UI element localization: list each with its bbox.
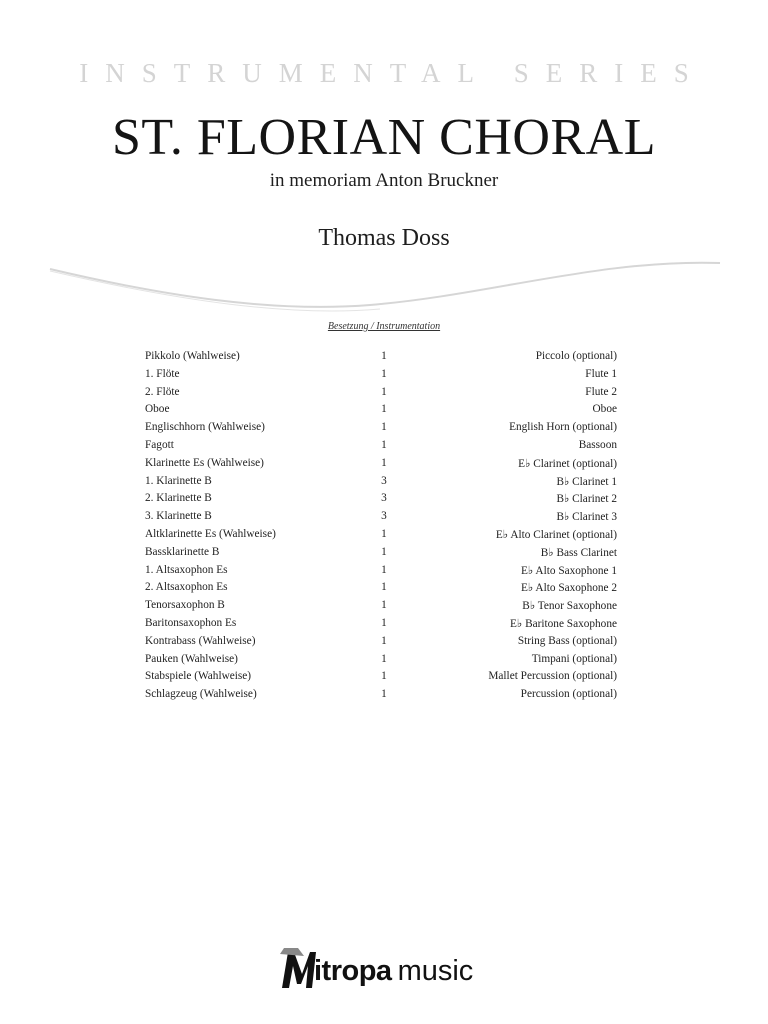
instrument-count: 1 xyxy=(381,616,387,629)
instrument-name-de: Schlagzeug (Wahlweise) xyxy=(145,688,257,701)
table-row xyxy=(145,528,617,546)
table-row xyxy=(145,475,617,493)
instrumentation-table xyxy=(145,350,617,706)
instrument-count: 1 xyxy=(381,634,387,647)
instrument-name-de: 2. Klarinette B xyxy=(145,492,212,505)
publisher-logo xyxy=(280,940,473,990)
table-row xyxy=(145,635,617,653)
instrument-name-de: Klarinette Es (Wahlweise) xyxy=(145,456,264,469)
instrument-count: 1 xyxy=(381,545,387,558)
instrument-name-de: 1. Klarinette B xyxy=(145,474,212,487)
table-row xyxy=(145,617,617,635)
logo-wordmark-bold: itropa xyxy=(314,955,392,987)
instrument-count: 1 xyxy=(381,599,387,612)
instrument-name-de: 2. Altsaxophon Es xyxy=(145,581,228,594)
instrument-name-de: Stabspiele (Wahlweise) xyxy=(145,670,252,683)
instrument-count: 1 xyxy=(381,456,387,469)
instrument-name-en: E♭ Alto Clarinet (optional) xyxy=(495,528,617,541)
instrument-name-de: 1. Altsaxophon Es xyxy=(145,563,228,576)
instrument-count: 1 xyxy=(381,403,387,416)
instrument-count: 1 xyxy=(381,563,387,576)
instrument-name-en: B♭ Clarinet 2 xyxy=(556,493,617,506)
instrument-name-de: Pikkolo (Wahlweise) xyxy=(145,350,240,362)
instrument-name-de: Englischhorn (Wahlweise) xyxy=(145,421,265,434)
table-row xyxy=(145,457,617,475)
table-row xyxy=(145,492,617,510)
table-row xyxy=(145,510,617,528)
instrument-name-en: Flute 1 xyxy=(585,367,617,380)
instrument-name-en: B♭ Clarinet 3 xyxy=(556,511,617,524)
instrument-name-de: Baritonsaxophon Es xyxy=(145,616,237,629)
table-row xyxy=(145,421,617,439)
instrument-count: 1 xyxy=(381,581,387,594)
instrument-name-en: Mallet Percussion (optional) xyxy=(488,670,617,683)
table-row xyxy=(145,564,617,582)
table-row xyxy=(145,688,617,706)
table-row xyxy=(145,546,617,564)
mitropa-m-icon xyxy=(280,946,328,990)
instrument-name-de: Tenorsaxophon B xyxy=(145,599,225,612)
instrument-count: 1 xyxy=(381,367,387,380)
instrument-count: 1 xyxy=(381,350,387,362)
subtitle: in memoriam Anton Bruckner xyxy=(269,170,499,191)
table-row xyxy=(145,350,617,368)
instrument-name-en: B♭ Bass Clarinet xyxy=(540,546,617,559)
table-row xyxy=(145,581,617,599)
instrument-name-en: Percussion (optional) xyxy=(520,688,617,701)
table-row xyxy=(145,386,617,404)
series-label: INSTRUMENTAL SERIES xyxy=(79,58,706,88)
instrument-name-en: B♭ Clarinet 1 xyxy=(556,475,617,488)
instrument-name-en: English Horn (optional) xyxy=(509,421,617,434)
instrument-name-en: String Bass (optional) xyxy=(517,634,617,647)
instrument-name-en: Bassoon xyxy=(578,438,617,451)
instrument-name-de: Fagott xyxy=(145,438,174,451)
instrument-count: 1 xyxy=(381,527,387,540)
instrument-name-en: E♭ Alto Saxophone 1 xyxy=(520,564,617,577)
decorative-swoosh xyxy=(40,255,730,315)
instrument-count: 1 xyxy=(381,421,387,434)
table-row xyxy=(145,653,617,671)
table-row xyxy=(145,439,617,457)
instrument-count: 1 xyxy=(381,438,387,451)
instrument-name-de: 2. Flöte xyxy=(145,385,180,398)
instrument-count: 3 xyxy=(381,492,387,505)
instrument-name-en: Flute 2 xyxy=(585,385,617,398)
instrument-name-de: Pauken (Wahlweise) xyxy=(145,652,238,665)
instrument-count: 3 xyxy=(381,474,387,487)
instrument-name-de: Oboe xyxy=(145,403,170,416)
instrument-name-en: Oboe xyxy=(592,403,617,416)
instrument-count: 1 xyxy=(381,670,387,683)
instrument-name-en: E♭ Clarinet (optional) xyxy=(518,457,617,470)
instrument-name-de: 3. Klarinette B xyxy=(145,510,212,523)
table-row xyxy=(145,368,617,386)
instrument-name-en: Piccolo (optional) xyxy=(535,350,617,362)
logo-wordmark-light: music xyxy=(397,955,474,987)
page-title: ST. FLORIAN CHORAL xyxy=(112,109,656,166)
instrument-name-de: Kontrabass (Wahlweise) xyxy=(145,634,256,647)
instrument-name-de: Altklarinette Es (Wahlweise) xyxy=(145,527,276,540)
table-row xyxy=(145,403,617,421)
table-row xyxy=(145,670,617,688)
instrument-name-en: E♭ Baritone Saxophone xyxy=(510,617,617,630)
instrument-name-de: 1. Flöte xyxy=(145,367,180,380)
instrumentation-heading: Besetzung / Instrumentation xyxy=(327,321,441,332)
table-row xyxy=(145,599,617,617)
instrument-count: 1 xyxy=(381,652,387,665)
instrument-name-en: E♭ Alto Saxophone 2 xyxy=(520,582,617,595)
instrument-count: 1 xyxy=(381,385,387,398)
composer-name: Thomas Doss xyxy=(318,225,450,251)
instrument-name-en: Timpani (optional) xyxy=(531,652,617,665)
instrument-count: 1 xyxy=(381,688,387,701)
instrument-count: 3 xyxy=(381,510,387,523)
instrument-name-de: Bassklarinette B xyxy=(145,545,220,558)
instrument-name-en: B♭ Tenor Saxophone xyxy=(522,600,617,613)
